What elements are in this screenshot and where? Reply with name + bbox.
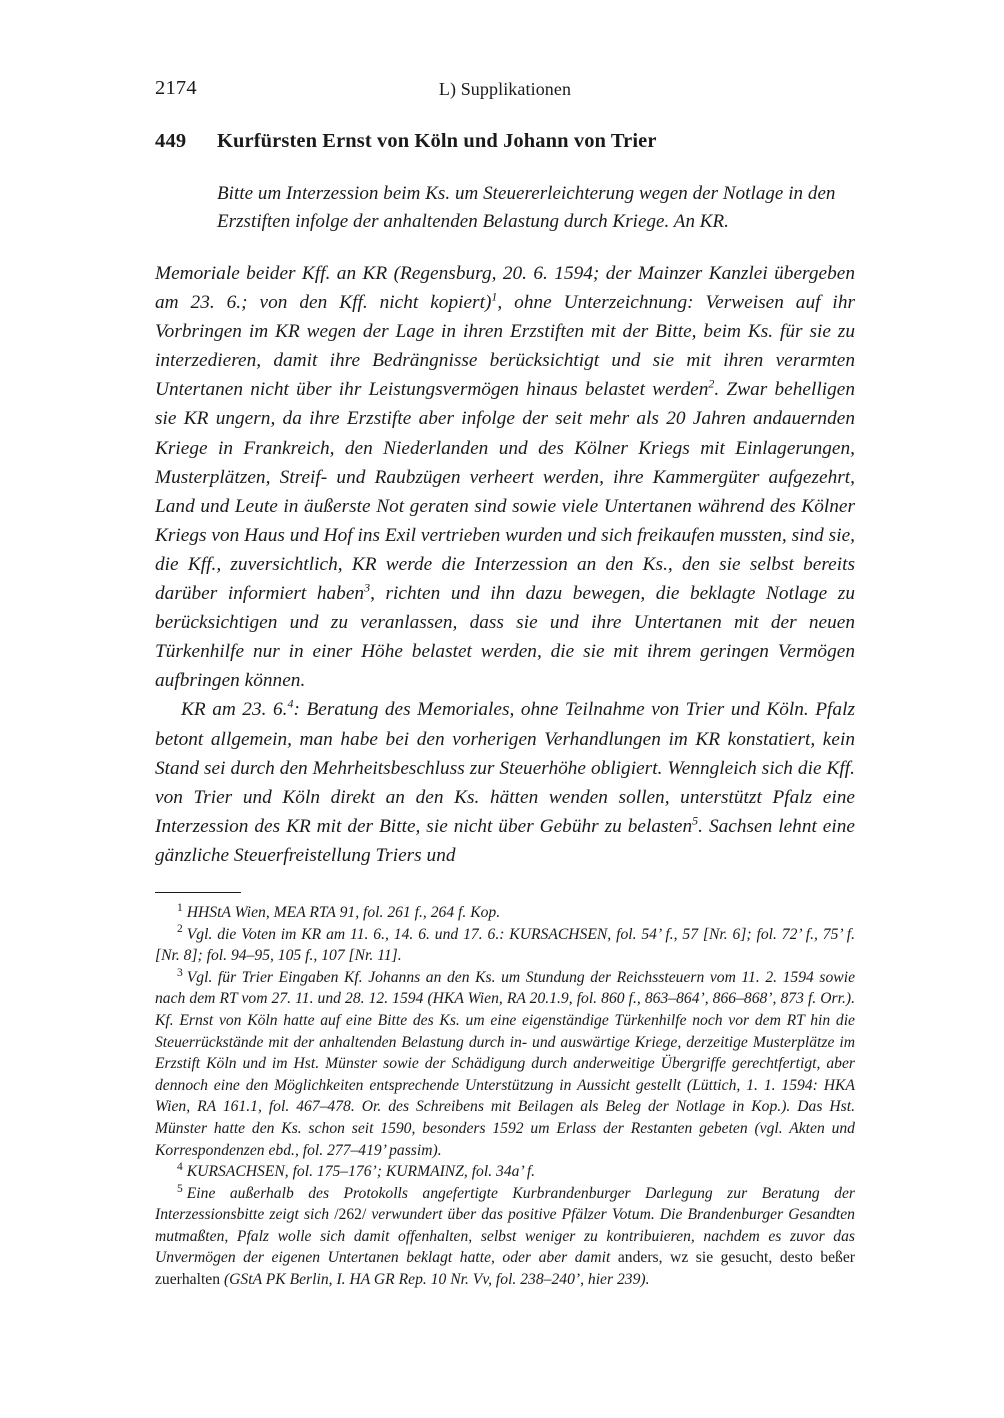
body-paragraph-2 [155,695,855,870]
footnote-1-number: 1 [177,901,183,914]
footnote-separator-rule [155,892,241,893]
folio-number: 2174 [155,77,197,99]
body-text-2a: KR am 23. 6. [181,699,288,721]
document-heading [155,128,855,154]
footnote-ref-4[interactable]: 4 [287,696,294,711]
footnote-3-number: 3 [177,966,183,979]
document-number: 449 [155,130,187,152]
running-head [155,76,855,110]
footnote-ref-5[interactable]: 5 [692,813,699,828]
body-text-2c: . Sachsen lehnt eine gänzliche Steuerfreistellung Triers und [155,815,855,866]
footnote-2 [155,924,855,967]
footnote-4-text: KURSACHSEN, fol. 175–176’; KURMAINZ, fol. 34a’ f. [186,1163,536,1181]
footnote-ref-2[interactable]: 2 [708,376,715,391]
footnote-4 [155,1161,855,1183]
footnote-ref-1[interactable]: 1 [491,289,498,304]
footnote-5-text-italic-2: verwundert über das positive Pfälzer Votum. Die Brandenburger Gesandten mutmaßten, Pfalz wolle sich damit offenhalten, selbst weniger zu kontribuieren, nachdem es zuvor das Unvermögen der eigenen Untertanen beklagt hatte, oder aber damit [155,1206,855,1267]
document-title: Kurfürsten Ernst von Köln und Johann von Trier [217,130,657,152]
footnote-5-folio-marker: /262/ [334,1206,367,1224]
footnote-1 [155,902,855,924]
body-paragraph-1 [155,259,855,695]
footnote-5-text-italic-1: Eine außerhalb des Protokolls angefertigte Kurbrandenburger Darlegung zur Beratung der Interzessionsbitte zeigt sich [155,1184,855,1224]
footnote-5-text-italic-3: (GStA PK Berlin, I. HA GR Rep. 10 Nr. Vv, fol. 238–240’, hier 239). [220,1271,650,1289]
page-content [155,0,855,1291]
footnote-2-text: Vgl. die Voten im KR am 11. 6., 14. 6. und 17. 6.: KURSACHSEN, fol. 54’ f., 57 [Nr. 6]; fol. 72’ f., 75’ f. [Nr. 8]; fol. 94–95, 105 f., 107 [Nr. 11]. [155,925,855,965]
body-text-2b: : Beratung des Memoriales, ohne Teilnahme von Trier und Köln. Pfalz betont allgemein, man habe bei den vorherigen Verhandlungen im KR konstatiert, kein Stand sei durch den Mehrheitsbeschluss zur Steuerhöhe obligiert. Wenngleich sich die Kff. von Trier und Köln direkt an den Ks. hätten wenden sollen, unterstützt Pfalz eine Interzession des KR mit der Bitte, sie nicht über Gebühr zu belasten [155,699,855,837]
footnote-5-quotation: anders, wz sie gesucht, desto beßer zuerhalten [155,1249,855,1289]
document-regest: Bitte um Interzession beim Ks. um Steuererleichterung wegen der Notlage in den Erzstiften infolge der anhaltenden Belastung durch Kriege. An KR. [217,183,836,232]
footnote-3-text: Vgl. für Trier Eingaben Kf. Johanns an den Ks. um Stundung der Reichssteuern vom 11. 2. 1594 sowie nach dem RT vom 27. 11. und 28. 12. 1594 (HKA Wien, RA 20.1.9, fol. 860 f., 863–864’, 866–868’, 873 f. Orr.). Kf. Ernst von Köln hatte auf eine Bitte des Ks. um eine eigenständige Türkenhilfe noch vor dem RT hin die Steuerrückstände mit der anhaltenden Belastung durch in- und auswärtige Kriege, derzeitige Musterplätze im Erzstift Köln und im Hst. Münster sowie der Schädigung durch anderweitige Übergriffe gerechtfertigt, aber dennoch eine den Möglichkeiten entsprechende Unterstützung in Aussicht gestellt (Lüttich, 1. 1. 1594: HKA Wien, RA 161.1, fol. 467–478. Or. des Schreibens mit Beilagen als Beleg der Notlage in Kop.). Das Hst. Münster hatte den Ks. schon seit 1590, besonders 1592 um Erlass der Restanten gebeten (vgl. Akten und Korrespondenzen ebd., fol. 277–419’ passim). [155,968,855,1159]
footnote-3 [155,967,855,1161]
body-text-1c: . Zwar behelligen sie KR ungern, da ihre Erzstifte aber infolge der seit mehr als 20 Jahren andauernden Kriege in Frankreich, den Niederlanden und des Kölner Kriegs mit Einlagerungen, Musterplätzen, Streif- und Raubzügen verheert werden, ihre Kammergüter aufgezehrt, Land und Leute in äußerste Not geraten sind sowie viele Untertanen während des Kölner Kriegs von Haus und Hof ins Exil vertrieben wurden und sich freikaufen mussten, sind sie, die Kff., zuversichtlich, KR werde die Interzession an den Ks., den sie selbst bereits darüber informiert haben [155,379,856,605]
body-text-1a: Memoriale beider Kff. an KR (Regensburg, 20. 6. 1594; der Mainzer Kanzlei übergeben am 23. 6.; von den Kff. nicht kopiert) [155,263,855,314]
body-text-1b: , ohne Unterzeichnung: Verweisen auf ihr Vorbringen im KR wegen der Lage in ihren Erzstiften mit der Bitte, beim Ks. für sie zu interzedieren, damit ihre Bedrängnisse berücksichtigt und sie mit ihren verarmten Untertanen nicht über ihr Leistungsvermögen hinaus belastet werden [155,292,855,401]
footnote-5 [155,1183,855,1291]
running-head-title: L) Supplikationen [438,79,572,99]
footnote-2-number: 2 [177,923,183,936]
footnote-4-number: 4 [177,1160,183,1173]
document-body [155,259,855,870]
footnote-ref-3[interactable]: 3 [364,580,371,595]
footnote-5-number: 5 [177,1182,183,1195]
footnote-area [155,892,855,1291]
footnote-1-text: HHStA Wien, MEA RTA 91, fol. 261 f., 264 f. Kop. [186,903,501,921]
body-text-1d: , richten und ihn dazu bewegen, die beklagte Notlage zu berücksichtigen und zu veranlassen, dass sie und ihre Untertanen mit der neuen Türkenhilfe nur in einer Höhe belastet werden, die sie mit ihrem geringen Vermögen aufbringen können. [155,583,855,692]
